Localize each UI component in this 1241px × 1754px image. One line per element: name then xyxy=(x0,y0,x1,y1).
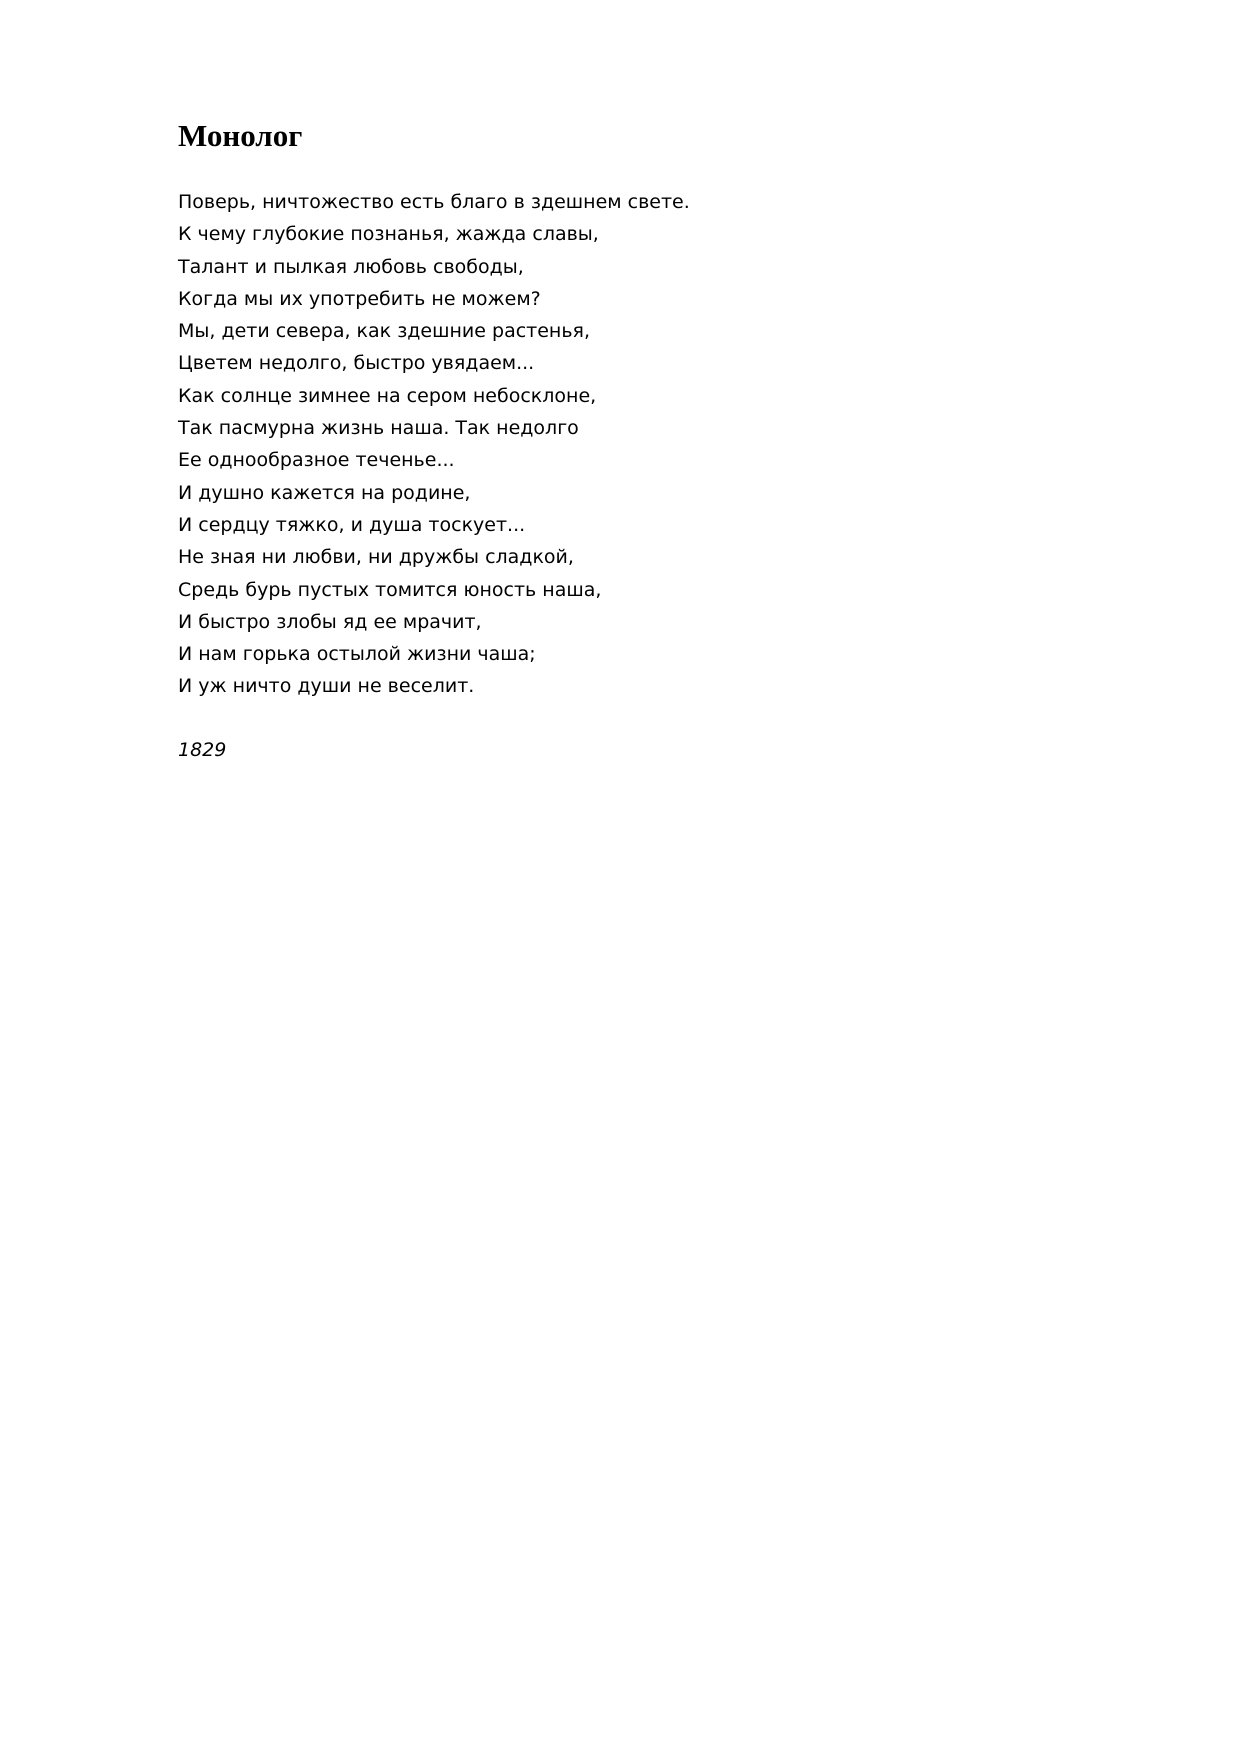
poem-line: Как солнце зимнее на сером небосклоне, xyxy=(178,384,597,407)
poem-line: И уж ничто души не веселит. xyxy=(178,675,475,698)
poem-line: Мы, дети севера, как здешние растенья, xyxy=(178,320,591,343)
poem-line: И быстро злобы яд ее мрачит, xyxy=(178,610,482,633)
poem-line: Когда мы их употребить не можем? xyxy=(178,287,541,310)
poem-line: Талант и пылкая любовь свободы, xyxy=(178,255,524,278)
poem-line: Не зная ни любви, ни дружбы сладкой, xyxy=(178,546,574,569)
poem-line: Средь бурь пустых томится юность наша, xyxy=(178,578,602,601)
poem-text xyxy=(178,186,690,703)
poem-line: Поверь, ничтожество есть благо в здешнем свете. xyxy=(178,191,690,213)
poem-line: К чему глубокие познанья, жажда славы, xyxy=(178,223,599,246)
poem-line: Так пасмурна жизнь наша. Так недолго xyxy=(178,417,579,440)
poem-line: И душно кажется на родине, xyxy=(178,481,471,504)
poem-line: И сердцу тяжко, и душа тоскует... xyxy=(178,513,526,536)
poem-title: Монолог xyxy=(178,118,303,153)
poem-line: Цветем недолго, быстро увядаем... xyxy=(178,352,535,375)
poem-line: И нам горька остылой жизни чаша; xyxy=(178,643,536,666)
poem-line: Ее однообразное теченье... xyxy=(178,449,455,472)
poem-date: 1829 xyxy=(178,739,227,761)
